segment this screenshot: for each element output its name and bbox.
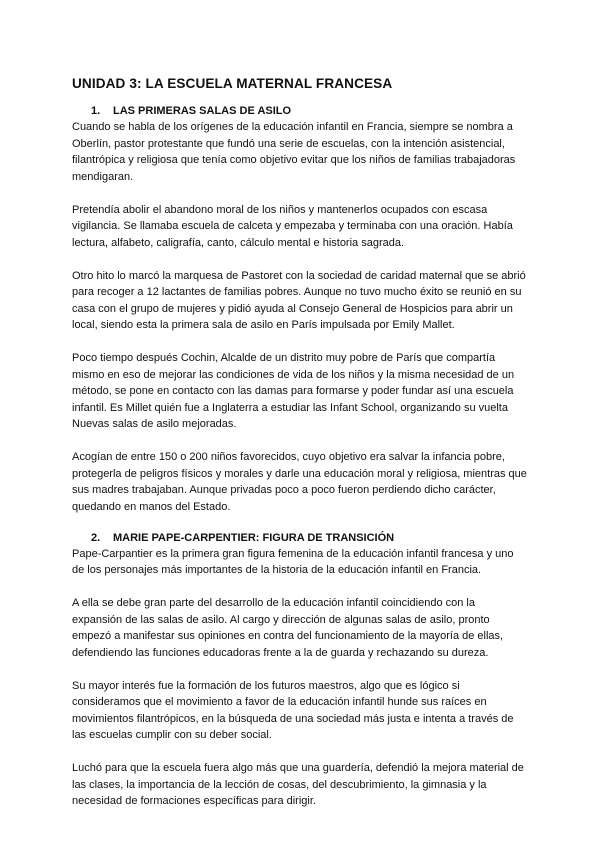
paragraph: Pretendía abolir el abandono moral de los niños y mantenerlos ocupados con escasa vigilancia. Se llamaba escuela de calceta y empezaba y terminaba con una oración. Había lectura, alfabeto, caligrafía, canto, cálculo mental e historia sagrada. (72, 203, 513, 249)
paragraph: Acogían de entre 150 o 200 niños favorecidos, cuyo objetivo era salvar la infancia pobre, protegerla de peligros físicos y morales y darle una educación moral y religiosa, mientras que sus madres trabajaban. Aunque privadas poco a poco fueron perdiendo dicho carácter, quedando en manos del Estado. (72, 451, 527, 513)
section-number: 2. (91, 531, 101, 544)
section-primeras-salas-de-asilo (72, 105, 528, 515)
paragraph: A ella se debe gran parte del desarrollo de la educación infantil coincidiendo con la expansión de las salas de asilo. Al cargo y dirección de algunas salas de asilo, pronto empezó a manifestar sus opiniones en contra del funcionamiento de la mayoría de ellas, defendiendo las funciones educadoras frente a la de guarda y rechazando su dureza. (72, 597, 504, 659)
paragraph: Pape-Carpantier es la primera gran figura femenina de la educación infantil francesa y uno de los personajes más importantes de la historia de la educación infantil en Francia. (72, 547, 514, 576)
section-heading-text: LAS PRIMERAS SALAS DE ASILO (113, 105, 292, 117)
section-heading-text: MARIE PAPE-CARPENTIER: FIGURA DE TRANSICIÓN (113, 531, 395, 544)
document-title: UNIDAD 3: LA ESCUELA MATERNAL FRANCESA (72, 76, 393, 91)
section-heading (91, 532, 528, 544)
section-marie-pape-carpentier (72, 532, 528, 810)
paragraph: Poco tiempo después Cochin, Alcalde de un distrito muy pobre de París que compartía mismo en eso de mejorar las condiciones de vida de los niños y la misma necesidad de un método, se pone en contacto con las damas para formarse y poder fundar así una escuela infantil. Es Millet quién fue a Inglaterra a estudiar las Infant School, organizando su vuelta Nuevas salas de asilo mejoradas. (72, 352, 515, 430)
section-heading (91, 105, 528, 117)
paragraph: Su mayor interés fue la formación de los futuros maestros, algo que es lógico si consideramos que el movimiento a favor de la educación infantil hunde sus raíces en movimientos filantrópicos, en la búsqueda de una sociedad más justa e intenta a través de las escuelas cumplir con su deber social. (72, 679, 514, 741)
document-page (72, 76, 528, 826)
paragraph: Cuando se habla de los orígenes de la educación infantil en Francia, siempre se nombra a Oberlín, pastor protestante que fundó una serie de escuelas, con la intención asistencial, filantrópica y religiosa que tenía como objetivo evitar que los niños de familias trabajadoras mendigaran. (72, 121, 516, 183)
paragraph: Otro hito lo marcó la marquesa de Pastoret con la sociedad de caridad maternal que se abrió para recoger a 12 lactantes de familias pobres. Aunque no tuvo mucho éxito se reunió en su casa con el grupo de mujeres y pidió ayuda al Consejo General de Hospicios para abrir un local, siendo esta la primera sala de asilo en París impulsada por Emily Mallet. (72, 269, 526, 331)
section-number: 1. (91, 105, 101, 117)
paragraph: Luchó para que la escuela fuera algo más que una guardería, defendió la mejora material de las clases, la importancia de la lección de cosas, del descubrimiento, la gimnasia y la necesidad de formaciones específicas para dirigir. (72, 762, 524, 807)
